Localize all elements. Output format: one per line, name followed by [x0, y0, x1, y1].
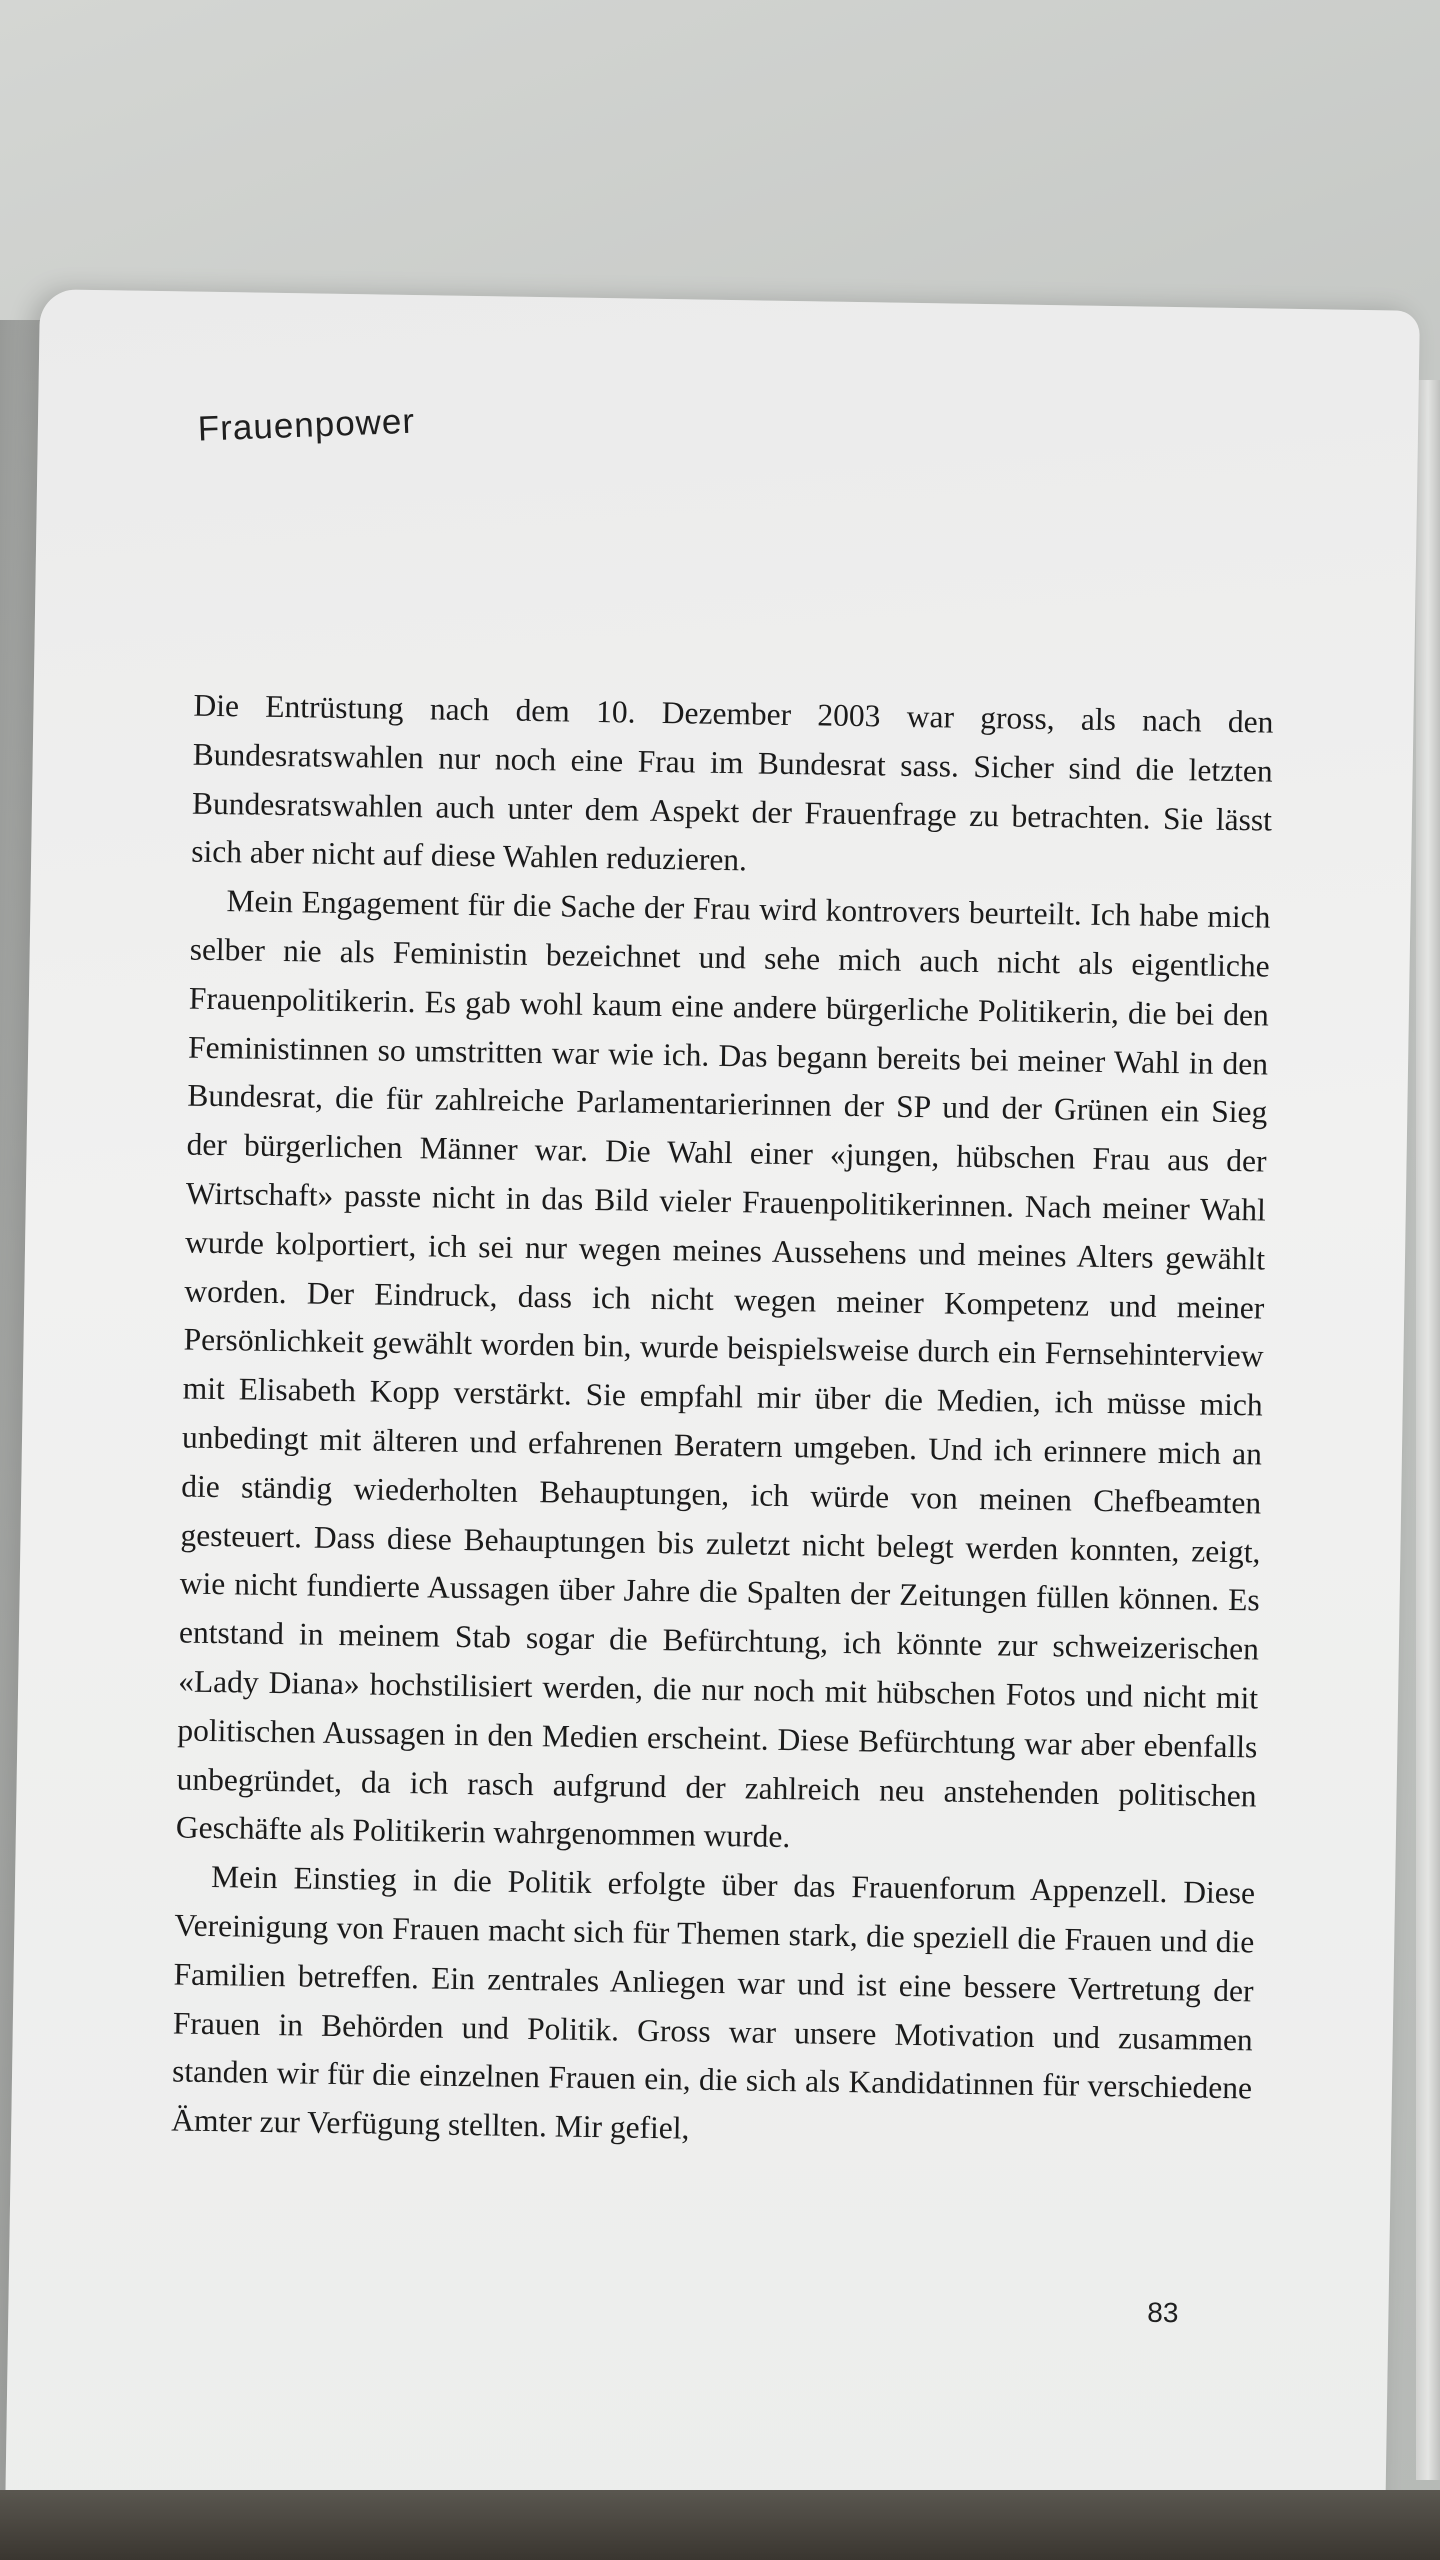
paragraph-3: Mein Einstieg in die Politik erfolgte über das Frauenforum Appenzell. Diese Vereinigung von Frauen macht sich für Themen stark, die speziell die Frauen und die Familien betreffen. Ein zentrales Anliegen war und ist eine bessere Vertretung der Frauen in Behörden und Politik. Gross war unsere Motivation und zusammen standen wir für die einzelnen Frauen ein, die sich als Kandidatinnen für verschiedene Ämter zur Verfügung stellten. Mir gefiel,	[171, 1859, 1256, 2146]
running-head: Frauenpower	[197, 401, 416, 449]
body-text	[171, 682, 1274, 2163]
paragraph-2: Mein Engagement für die Sache der Frau wird kontrovers beurteilt. Ich habe mich selber nie als Feministin bezeichnet und sehe mich auch nicht als eigentliche Frauenpolitikerin. Es gab wohl kaum eine andere bürgerliche Politikerin, die bei den Feministinnen so umstritten war wie ich. Das begann bereits bei meiner Wahl in den Bundesrat, die für zahlreiche Parlamentarierinnen der SP und der Grünen ein Sieg der bürgerlichen Männer war. Die Wahl einer «jungen, hübschen Frau aus der Wirtschaft» passte nicht in das Bild vieler Frauenpolitikerinnen. Nach meiner Wahl wurde kolportiert, ich sei nur wegen meines Aussehens und meines Alters gewählt worden. Der Eindruck, dass ich nicht wegen meiner Kompetenz und meiner Persönlichkeit gewählt worden bin, wurde beispielsweise durch ein Fernsehinterview mit Elisabeth Kopp verstärkt. Sie empfahl mir über die Medien, ich müsse mich unbedingt mit älteren und erfahrenen Beratern umgeben. Und ich erinnere mich an die ständig wiederholten Behauptungen, ich würde von meinen Chefbeamten gesteuert. Dass diese Behauptungen bis zuletzt nicht belegt werden konnten, zeigt, wie nicht fundierte Aussagen über Jahre die Spalten der Zeitungen füllen können. Es entstand in meinem Stab sogar die Befürchtung, ich könnte zur schweizerischen «Lady Diana» hochstilisiert werden, die nur noch mit hübschen Fotos und nicht mit politischen Aussagen in den Medien erscheint. Diese Befürchtung war aber ebenfalls unbegründet, da ich rasch aufgrund der zahlreich neu anstehenden politischen Geschäfte als Politikerin wahrgenommen wurde.	[175, 883, 1271, 1855]
page-number: 83	[1147, 2296, 1179, 2329]
paragraph-1: Die Entrüstung nach dem 10. Dezember 2003 war gross, als nach den Bundesratswahlen nur noch eine Frau im Bundesrat sass. Sicher sind die letzten Bundesratswahlen auch unter dem Aspekt der Frauenfrage zu betrachten. Sie lässt sich aber nicht auf diese Wahlen reduzieren.	[190, 687, 1274, 878]
right-page-edge	[1416, 380, 1440, 2480]
page-content	[125, 291, 1290, 2538]
table-surface	[0, 2490, 1440, 2560]
book-page	[5, 289, 1420, 2540]
